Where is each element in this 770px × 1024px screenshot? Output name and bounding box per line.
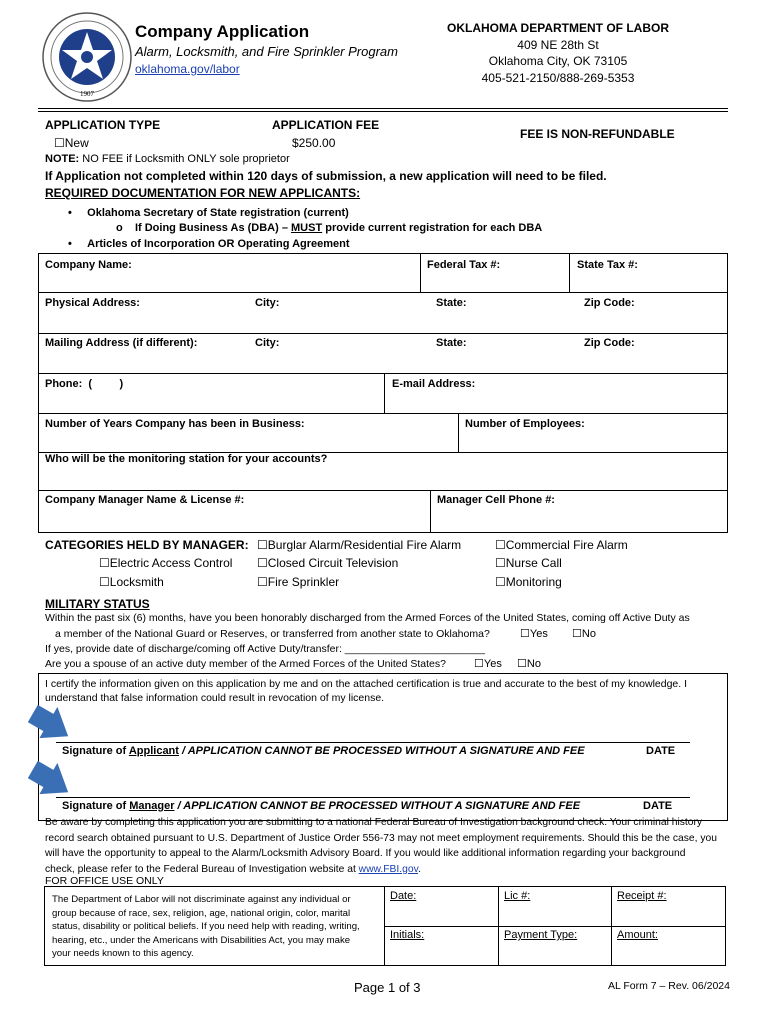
monitoring-checkbox[interactable]: ☐ Monitoring [495, 575, 562, 589]
office-date-field[interactable]: Date: [390, 890, 417, 902]
years-in-business-field[interactable]: Number of Years Company has been in Business: [45, 418, 305, 430]
cctv-checkbox[interactable]: ☐ Closed Circuit Television [257, 556, 398, 570]
form-revision: AL Form 7 – Rev. 06/2024 [608, 980, 730, 992]
required-doc-item: • Articles of Incorporation OR Operating Agreement [68, 238, 350, 250]
application-type-label: APPLICATION TYPE [45, 118, 161, 132]
header-divider-2 [38, 111, 728, 112]
mailing-state-field[interactable]: State: [436, 337, 467, 349]
office-receipt-field[interactable]: Receipt #: [617, 890, 667, 902]
burglar-alarm-checkbox[interactable]: ☐ Burglar Alarm/Residential Fire Alarm [257, 538, 461, 552]
office-payment-type-field[interactable]: Payment Type: [504, 929, 578, 941]
manager-signature-label: Signature of Manager / APPLICATION CANNOT BE PROCESSED WITHOUT A SIGNATURE AND FEE [62, 800, 581, 812]
state-tax-field[interactable]: State Tax #: [577, 259, 638, 271]
manager-cell-field[interactable]: Manager Cell Phone #: [437, 494, 555, 506]
non-discrimination-statement: The Department of Labor will not discriminate against any individual or group because of race, sex, religion, age, national origin, color, marital status, disability or political beliefs. If you need help with reading, writing, hearing, etc., under the Americans with Disabilities Act, you may make your needs known to this agency. [52, 894, 360, 959]
fbi-link[interactable]: www.FBI.gov [358, 863, 418, 875]
applicant-signature-label: Signature of Applicant / APPLICATION CANNOT BE PROCESSED WITHOUT A SIGNATURE AND FEE [62, 745, 585, 757]
new-checkbox[interactable]: ☐ New [54, 136, 89, 150]
required-doc-item: • Oklahoma Secretary of State registration (current) [68, 207, 349, 219]
mailing-city-field[interactable]: City: [255, 337, 280, 349]
office-use-label: FOR OFFICE USE ONLY [45, 875, 164, 887]
office-amount-field[interactable]: Amount: [617, 929, 658, 941]
discharge-date-field[interactable]: If yes, provide date of discharge/coming off Active Duty/transfer: ________________________ [45, 643, 485, 655]
certification-text-2: understand that false information could result in revocation of my license. [45, 692, 385, 704]
categories-label: CATEGORIES HELD BY MANAGER: [45, 538, 249, 552]
company-info-table [38, 253, 728, 533]
background-check-notice: Be aware by completing this application you are submitting to a national Federal Bureau of Investigation background check. Your criminal history record search obtained pursuant to U.S. Department of Justice Order 556-73 may not meet employment requirements. Should this be the case, you will have the opportunity to appeal to the Alarm/Locksmith Advisory Board. If you would like additional information regarding your background check, please refer to the Federal Bureau of Investigation website at www.FBI.gov. [45, 817, 717, 875]
monitoring-station-field[interactable]: Who will be the monitoring station for your accounts? [45, 453, 328, 465]
email-field[interactable]: E-mail Address: [392, 378, 476, 390]
military-yes-checkbox[interactable]: ☐ Yes [520, 627, 548, 640]
physical-city-field[interactable]: City: [255, 297, 280, 309]
company-name-field[interactable]: Company Name: [45, 259, 132, 271]
svg-text:1907: 1907 [80, 90, 94, 98]
required-docs-heading: REQUIRED DOCUMENTATION FOR NEW APPLICANTS: [45, 186, 361, 200]
military-question-1: Within the past six (6) months, have you been honorably discharged from the Armed Forces of the United States, coming off Active Duty as [45, 612, 690, 624]
nurse-call-checkbox[interactable]: ☐ Nurse Call [495, 556, 562, 570]
electric-access-control-checkbox[interactable]: ☐ Electric Access Control [99, 556, 232, 570]
fire-sprinkler-checkbox[interactable]: ☐ Fire Sprinkler [257, 575, 339, 589]
locksmith-checkbox[interactable]: ☐ Locksmith [99, 575, 164, 589]
manager-date-label: DATE [643, 800, 673, 812]
office-initials-field[interactable]: Initials: [390, 929, 425, 941]
applicant-date-label: DATE [646, 745, 676, 757]
required-doc-subitem: o If Doing Business As (DBA) – MUST provide current registration for each DBA [116, 222, 543, 234]
physical-address-field[interactable]: Physical Address: [45, 297, 140, 309]
federal-tax-field[interactable]: Federal Tax #: [427, 259, 501, 271]
spouse-no-checkbox[interactable]: ☐ No [517, 657, 541, 670]
program-subtitle: Alarm, Locksmith, and Fire Sprinkler Program [135, 44, 398, 59]
commercial-fire-alarm-checkbox[interactable]: ☐ Commercial Fire Alarm [495, 538, 628, 552]
department-street: 409 NE 28th St [517, 37, 599, 52]
department-city: Oklahoma City, OK 73105 [488, 54, 628, 68]
spouse-yes-checkbox[interactable]: ☐ Yes [474, 657, 502, 670]
application-fee-label: APPLICATION FEE [272, 118, 380, 132]
form-title: Company Application [135, 22, 310, 41]
department-address [418, 20, 698, 86]
mailing-address-field[interactable]: Mailing Address (if different): [45, 337, 198, 349]
manager-arrow-icon [28, 760, 74, 800]
military-question-1b: a member of the National Guard or Reserves, or transferred from another state to Oklahoma? [55, 628, 490, 640]
applicant-signature-line[interactable] [56, 742, 690, 743]
department-name: OKLAHOMA DEPARTMENT OF LABOR [447, 21, 669, 35]
phone-field[interactable]: Phone: ( ) [45, 378, 124, 390]
applicant-arrow-icon [28, 704, 74, 744]
physical-zip-field[interactable]: Zip Code: [584, 297, 635, 309]
expiration-warning: If Application not completed within 120 days of submission, a new application will need to be filed. [45, 169, 607, 183]
manager-name-field[interactable]: Company Manager Name & License #: [45, 494, 245, 506]
non-refundable-notice: FEE IS NON-REFUNDABLE [520, 127, 675, 141]
website-link[interactable]: oklahoma.gov/labor [135, 62, 240, 76]
mailing-zip-field[interactable]: Zip Code: [584, 337, 635, 349]
page-number: Page 1 of 3 [354, 980, 421, 995]
header-divider [38, 108, 728, 109]
employees-field[interactable]: Number of Employees: [465, 418, 585, 430]
military-status-heading: MILITARY STATUS [45, 597, 150, 611]
department-phone: 405-521-2150/888-269-5353 [481, 70, 635, 85]
military-no-checkbox[interactable]: ☐ No [572, 627, 596, 640]
certification-text: I certify the information given on this application by me and on the attached certification is true and accurate to the best of my knowledge. I [45, 678, 688, 690]
physical-state-field[interactable]: State: [436, 297, 467, 309]
application-fee-value: $250.00 [292, 136, 336, 150]
office-lic-field[interactable]: Lic #: [504, 890, 531, 902]
spouse-question: Are you a spouse of an active duty member of the Armed Forces of the United States? [45, 658, 446, 670]
manager-signature-line[interactable] [56, 797, 690, 798]
state-seal-logo [42, 12, 132, 102]
fee-note: NOTE: NO FEE if Locksmith ONLY sole proprietor [45, 153, 290, 165]
